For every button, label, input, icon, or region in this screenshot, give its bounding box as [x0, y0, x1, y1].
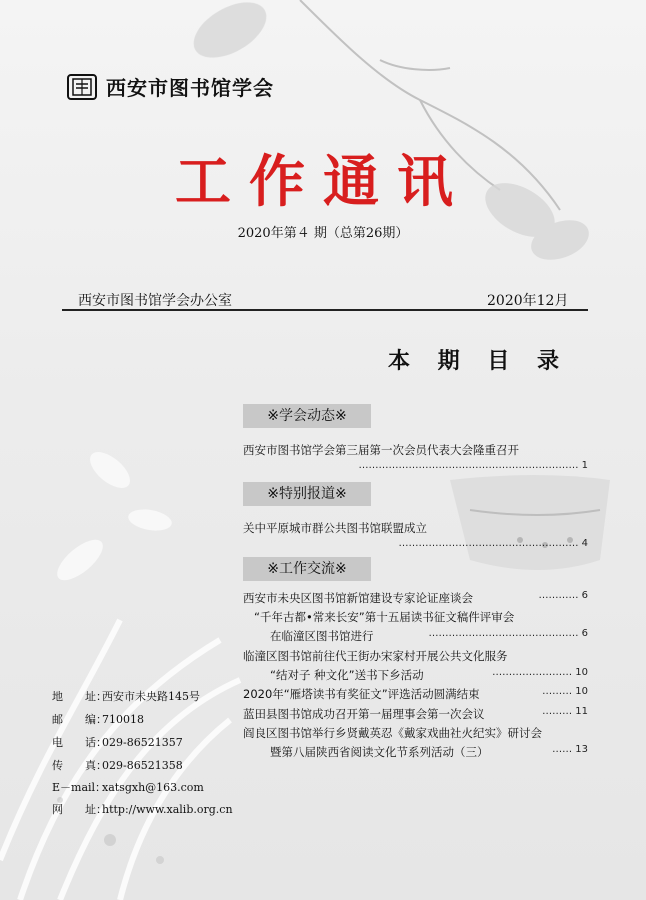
toc-entry-text: 西安市未央区图书馆新馆建设专家论证座谈会 — [243, 591, 473, 605]
toc-entry-page: ……… 11 — [542, 706, 588, 717]
toc-entry-page: ……… 10 — [542, 686, 588, 697]
toc-entry[interactable] — [243, 442, 588, 458]
toc-entry-text: “结对子 种文化”送书下乡活动 — [270, 668, 424, 682]
toc-title: 本 期 目 录 — [388, 349, 569, 374]
publisher-office: 西安市图书馆学会办公室 — [78, 293, 232, 309]
toc-entry[interactable] — [270, 628, 588, 644]
org-name: 西安市图书馆学会 — [106, 76, 274, 100]
toc-entry[interactable] — [243, 648, 588, 664]
toc-entry-text: 暨第八届陕西省阅读文化节系列活动（三） — [270, 745, 489, 759]
toc-entry-text: 关中平原城市群公共图书馆联盟成立 — [243, 521, 427, 535]
header-rule — [62, 309, 588, 311]
toc-entry[interactable] — [243, 706, 588, 722]
toc-entry-text: 2020年“雁塔读书有奖征文”评选活动圆满结束 — [243, 687, 480, 701]
toc-entry[interactable] — [243, 686, 588, 702]
toc-entry[interactable] — [270, 744, 588, 760]
library-logo-icon — [66, 73, 98, 101]
publication-title: 工作通讯 — [175, 149, 471, 215]
contact-postcode: 邮 编：710018 — [52, 713, 144, 726]
toc-entry-text: 西安市图书馆学会第三届第一次会员代表大会隆重召开 — [243, 443, 519, 457]
toc-entry[interactable] — [243, 590, 588, 606]
toc-entry-page: …… 13 — [552, 744, 588, 755]
toc-entry[interactable] — [243, 520, 588, 536]
toc-entry[interactable] — [254, 609, 599, 625]
toc-entry-page: ………… 6 — [538, 590, 588, 601]
toc-entry[interactable] — [270, 667, 588, 683]
toc-entry-page: ………………………………………………………… 1 — [358, 460, 588, 471]
contact-phone: 电 话：029-86521357 — [52, 736, 183, 749]
issue-number: 2020年第４ 期（总第26期） — [237, 226, 409, 241]
toc-entry-page: ……………………………………………… 4 — [398, 538, 588, 549]
contact-email[interactable]: E－mail：xatsgxh@163.com — [52, 781, 204, 794]
toc-entry-text: 蓝田县图书馆成功召开第一届理事会第一次会议 — [243, 707, 485, 721]
toc-entry-text: “千年古都•常来长安”第十五届读书征文稿件评审会 — [254, 610, 515, 624]
section-label-work-exchange: ※工作交流※ — [243, 557, 371, 581]
toc-entry[interactable] — [243, 725, 588, 741]
section-label-special-report: ※特别报道※ — [243, 482, 371, 506]
toc-entry-page: ……………………………………… 6 — [428, 628, 588, 639]
contact-fax: 传 真：029-86521358 — [52, 759, 183, 772]
org-header — [66, 72, 274, 101]
contact-address: 地 址：西安市未央路145号 — [52, 690, 200, 703]
section-label-association-news: ※学会动态※ — [243, 404, 371, 428]
toc-entry-text: 临潼区图书馆前往代王街办宋家村开展公共文化服务 — [243, 649, 508, 663]
contact-website[interactable]: 网 址：http://www.xalib.org.cn — [52, 803, 233, 816]
toc-entry-text: 阎良区图书馆举行乡贤戴英忍《戴家戏曲社火纪实》研讨会 — [243, 726, 542, 740]
toc-entry-text: 在临潼区图书馆进行 — [270, 629, 374, 643]
toc-entry-page: …………………… 10 — [492, 667, 588, 678]
publish-date: 2020年12月 — [487, 293, 569, 309]
